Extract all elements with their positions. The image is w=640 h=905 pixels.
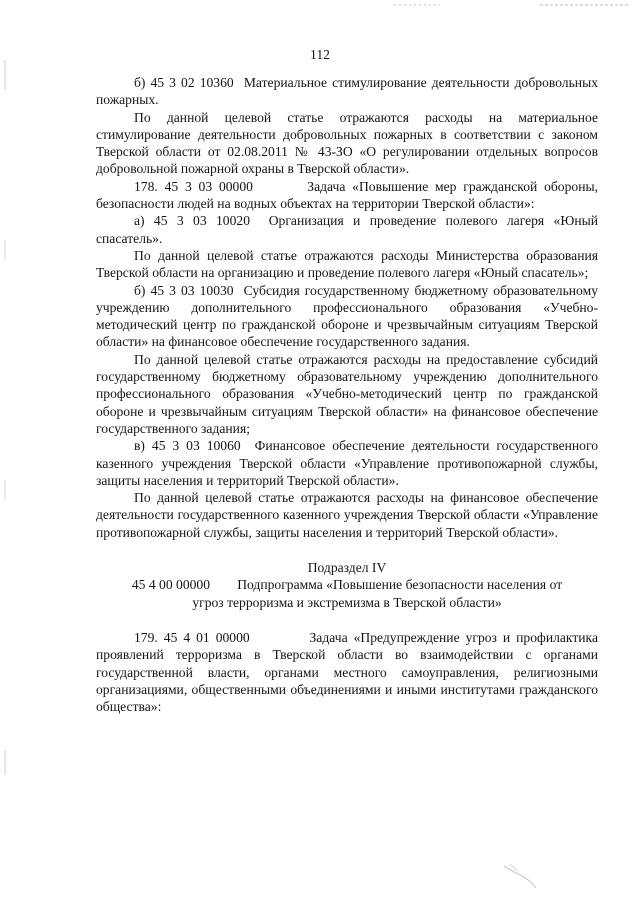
paragraph-item-v-45-3-03-10060: в) 45 3 03 10060 Финансовое обеспечение деятельности государственного казенного учреждения Тверской области «Управление противопожарной службы, защиты населения и территорий Тверской области». — [96, 438, 602, 488]
program-heading-line2: угроз терроризма и экстремизма в Тверской области» — [192, 594, 502, 610]
paragraph-description: По данной целевой статье отражаются расходы на финансовое обеспечение деятельности государственного казенного учреждения Тверской области «Управление противопожарной службы, защиты населения и территорий Тверской области». — [96, 490, 598, 540]
scan-artifact-corner — [500, 862, 540, 892]
paragraph-description: По данной целевой статье отражаются расходы на предоставление субсидий государственному бюджетному образовательному учреждению дополнительного профессионального образования «Учебно-методический центр по гражданской обороне и чрезвычайным ситуациям Тверской области» на финансовое обеспечение государственного задания; — [96, 351, 598, 436]
document-body — [96, 74, 602, 715]
paragraph-item-b-45-3-02-10360: б) 45 3 02 10360 Материальное стимулирование деятельности добровольных пожарных. — [96, 75, 602, 108]
paragraph-task-178: 178. 45 3 03 00000 Задача «Повышение мер гражданской обороны, безопасности людей на водных объектах на территории Тверской области»: — [96, 178, 602, 212]
paragraph-description: По данной целевой статье отражаются расходы на материальное стимулирование деятельности добровольных пожарных в соответствии с законом Тверской области от 02.08.2011 № 43-ЗО «О регулировании отдельных вопросов добровольной пожарной охраны в Тверской области». — [96, 109, 598, 177]
paragraph-description: По данной целевой статье отражаются расходы Министерства образования Тверской области на организацию и проведение полевого лагеря «Юный спасатель»; — [96, 247, 598, 281]
paragraph-item-b-45-3-03-10030: б) 45 3 03 10030 Субсидия государственному бюджетному образовательному учреждению дополнительного профессионального образования «Учебно-методический центр по гражданской обороне и чрезвычайным ситуациям Тверской области» на финансовое обеспечение государственного задания. — [96, 282, 602, 350]
scan-artifact-left — [2, 60, 8, 780]
paragraph-item-a-45-3-03-10020: а) 45 3 03 10020 Организация и проведение полевого лагеря «Юный спасатель». — [96, 213, 602, 246]
page-number: 112 — [310, 47, 330, 62]
scan-artifact-top — [380, 0, 640, 10]
program-heading-line1: 45 4 00 00000 Подпрограмма «Повышение безопасности населения от — [131, 577, 563, 593]
paragraph-task-179: 179. 45 4 01 00000 Задача «Предупреждение угроз и профилактика проявлений терроризма в Тверской области во взаимодействии с органами государственной власти, органами местного самоуправления, религиозными организациями, общественными объединениями и иными институтами гражданского общества»: — [96, 629, 602, 715]
section-spacer — [96, 611, 598, 629]
subsection-title: Подраздел IV — [307, 560, 387, 576]
